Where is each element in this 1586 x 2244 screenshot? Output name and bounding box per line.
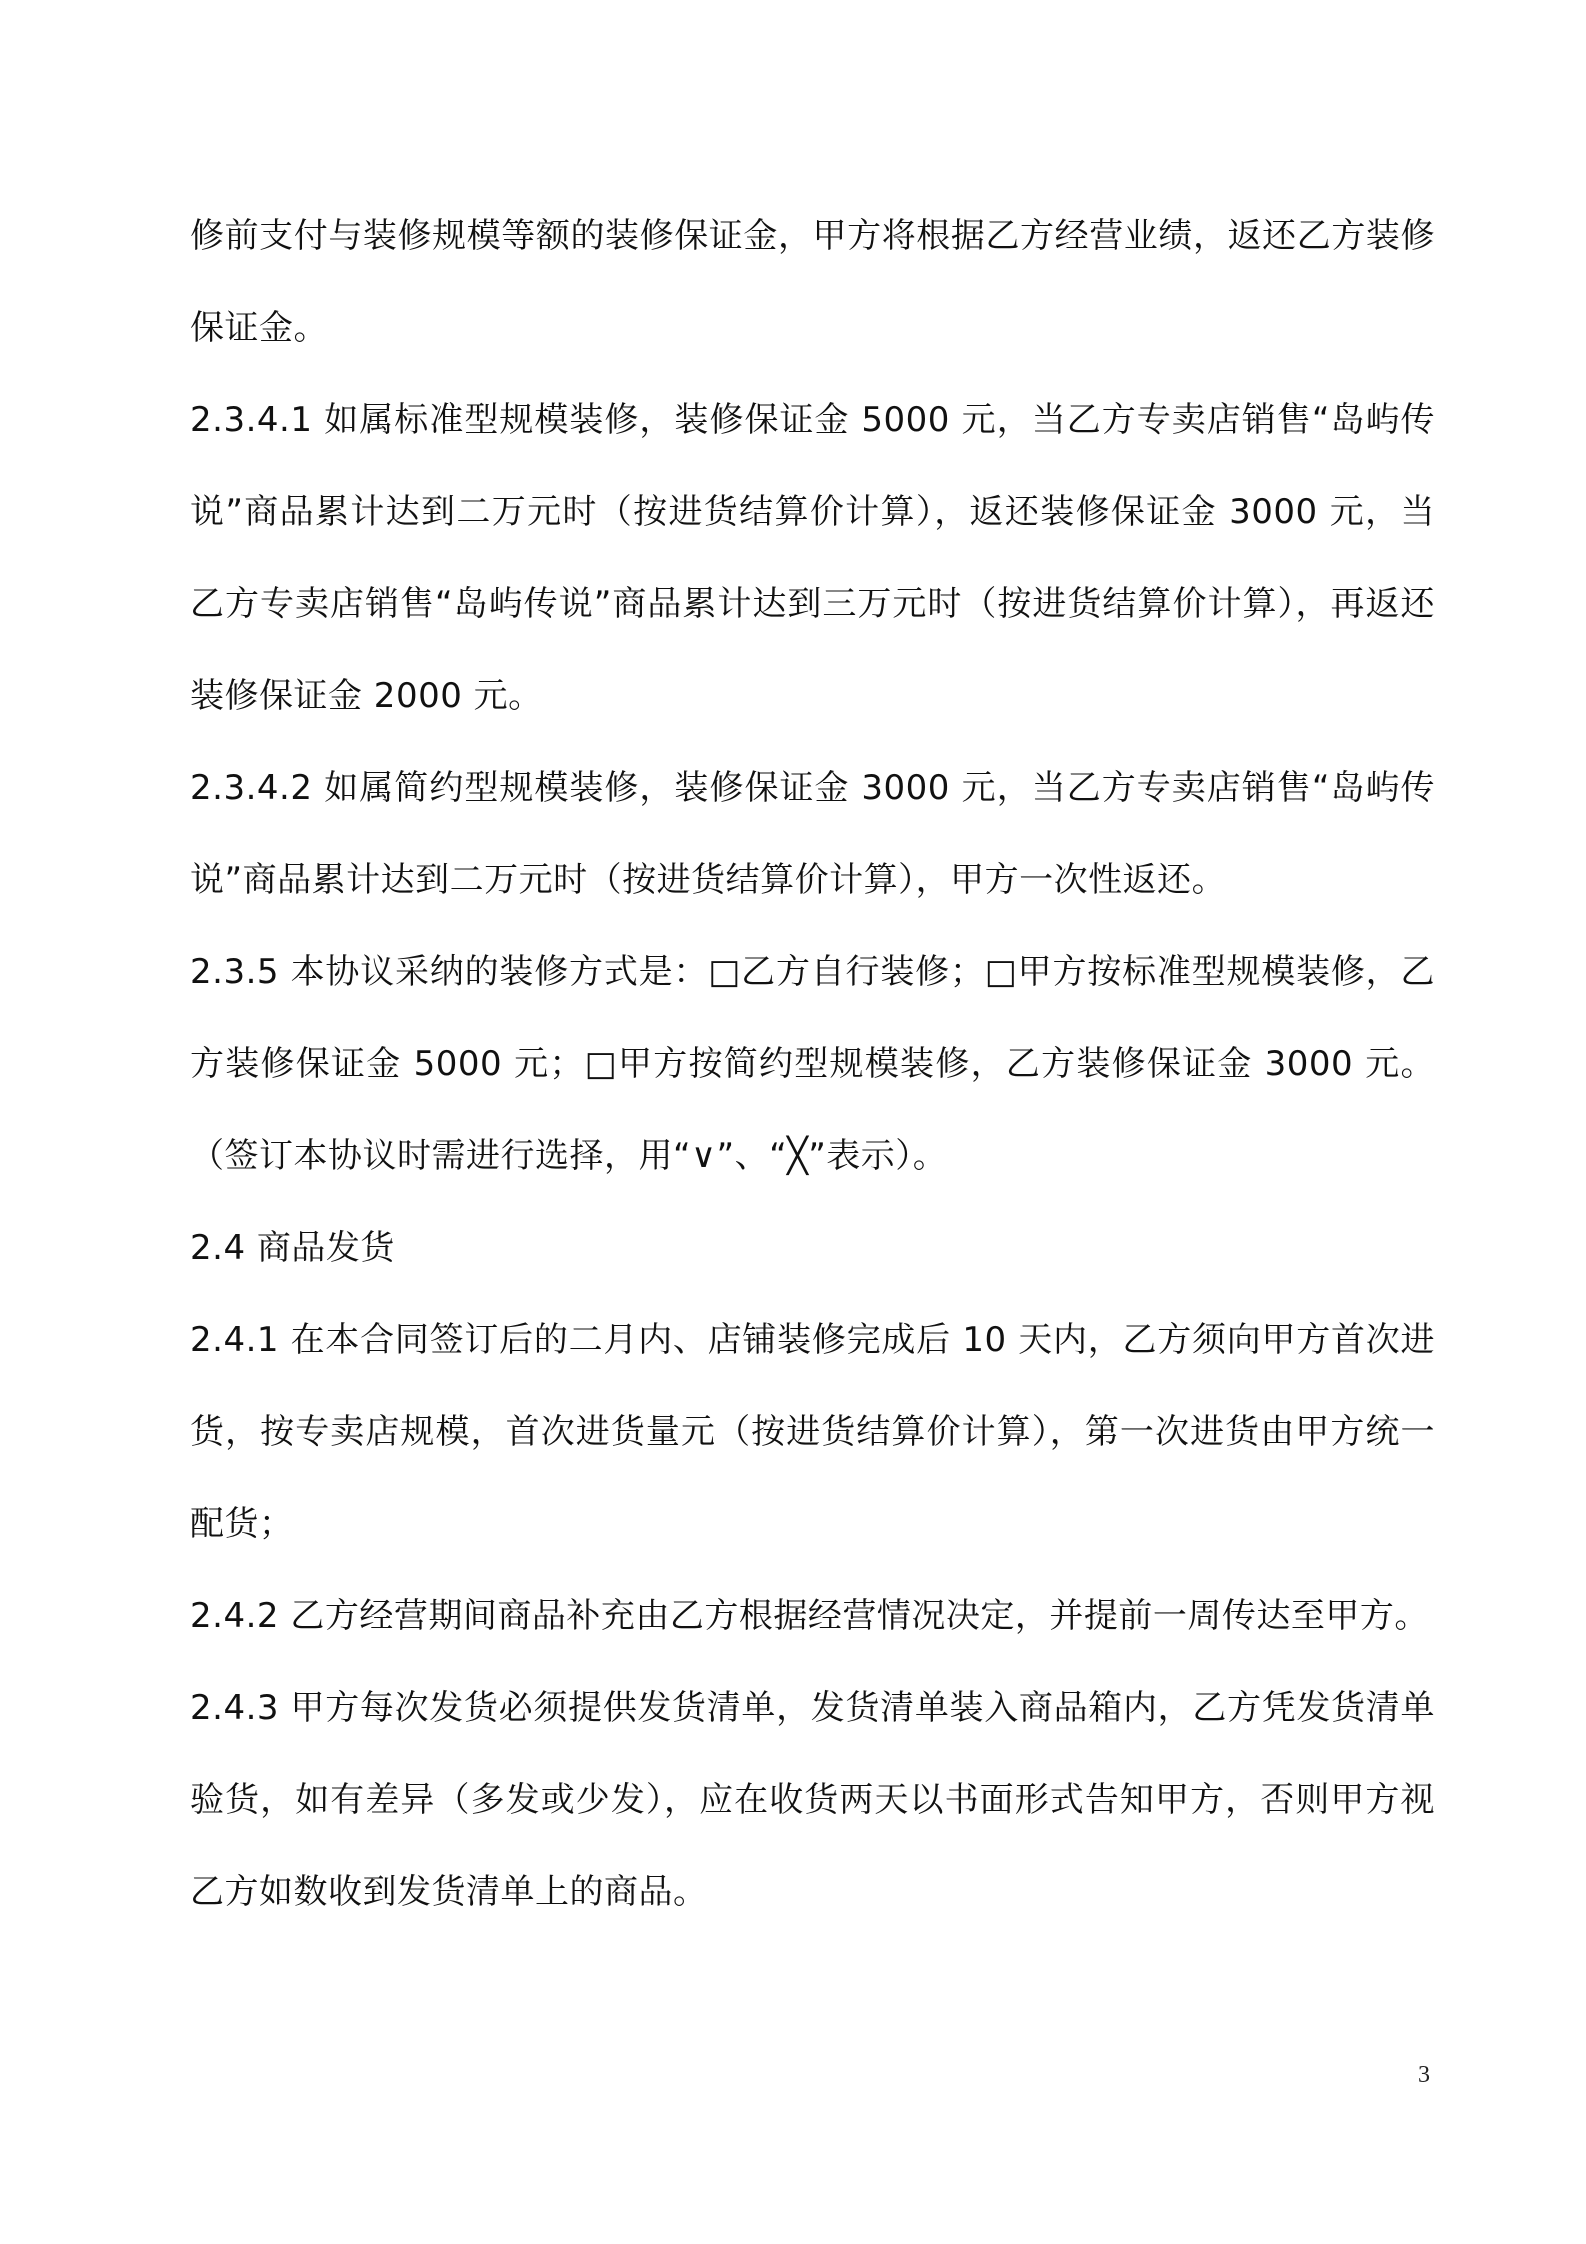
paragraph-2-3-4-1: 2.3.4.1 如属标准型规模装修，装修保证金 5000 元，当乙方专卖店销售“岛屿传说”商品累计达到二万元时（按进货结算价计算），返还装修保证金 3000 元，当乙方专卖店销售“岛屿传说”商品累计达到三万元时（按进货结算价计算），再返还装修保证金 2000 元。 [190,400,1435,716]
paragraph-2-3-5: 2.3.5 本协议采纳的装修方式是：□乙方自行装修；□甲方按标准型规模装修，乙方装修保证金 5000 元；□甲方按简约型规模装修，乙方装修保证金 3000 元。（签订本协议时需进行选择，用“∨”、“╳”表示）。 [190,952,1435,1176]
paragraph-2-3-4-2: 2.3.4.2 如属简约型规模装修，装修保证金 3000 元，当乙方专卖店销售“岛屿传说”商品累计达到二万元时（按进货结算价计算），甲方一次性返还。 [190,768,1435,900]
section-heading-2-4: 2.4 商品发货 [190,1228,395,1268]
paragraph-2-4-3: 2.4.3 甲方每次发货必须提供发货清单，发货清单装入商品箱内，乙方凭发货清单验货，如有差异（多发或少发），应在收货两天以书面形式告知甲方，否则甲方视乙方如数收到发货清单上的商品。 [190,1688,1435,1912]
paragraph-2-4-1: 2.4.1 在本合同签订后的二月内、店铺装修完成后 10 天内，乙方须向甲方首次进货，按专卖店规模，首次进货量元（按进货结算价计算），第一次进货由甲方统一配货； [190,1320,1435,1544]
paragraph-2-4-2: 2.4.2 乙方经营期间商品补充由乙方根据经营情况决定，并提前一周传达至甲方。 [190,1596,1429,1636]
paragraph-deposit-continuation: 修前支付与装修规模等额的装修保证金，甲方将根据乙方经营业绩，返还乙方装修保证金。 [190,216,1435,348]
page-number: 3 [1418,2062,1430,2088]
document-body [190,190,1435,1938]
